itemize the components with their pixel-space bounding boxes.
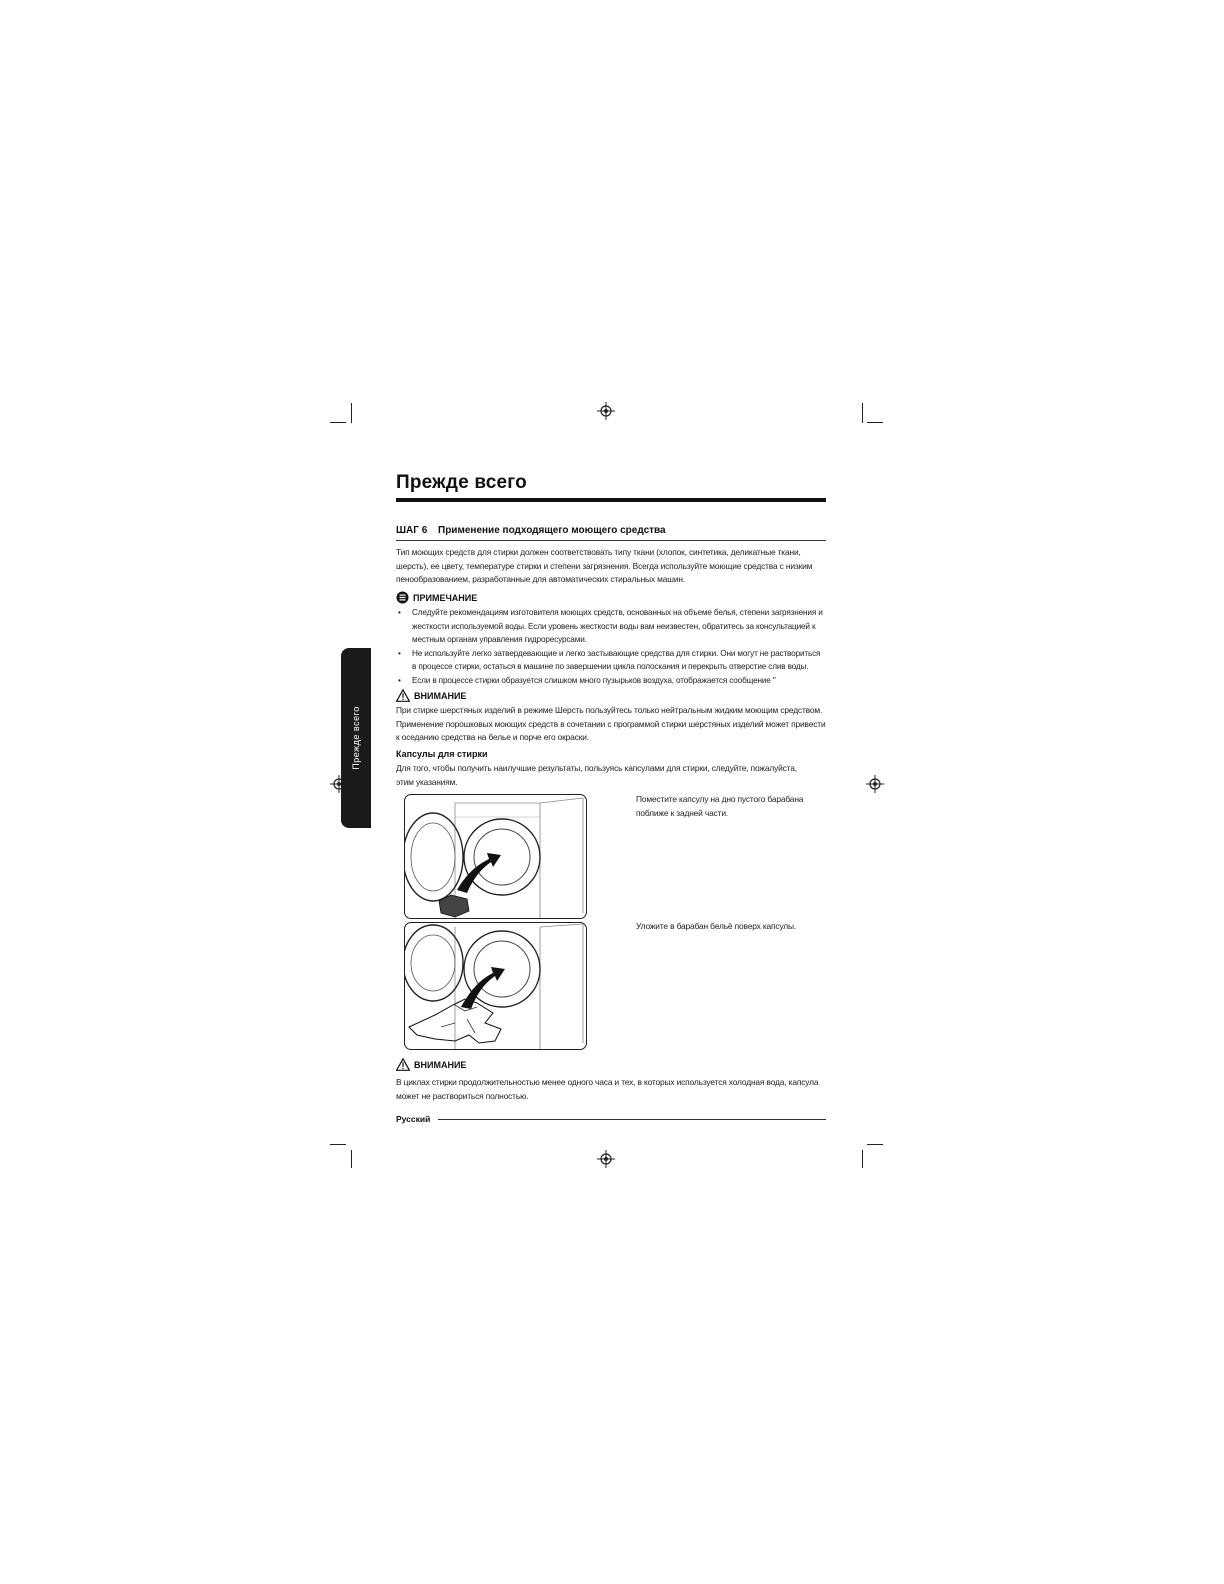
caution-heading-label: ВНИМАНИЕ	[414, 690, 467, 701]
step-number: ШАГ 6	[396, 525, 428, 536]
note-icon	[396, 591, 409, 604]
step-heading	[396, 525, 666, 536]
washer-drum-icon	[405, 795, 586, 918]
capsules-paragraph: Для того, чтобы получить наилучшие результаты, пользуясь капсулами для стирки, следуйте, пожалуйста, этим указаниям.	[396, 763, 797, 787]
capsules-heading-label: Капсулы для стирки	[396, 749, 488, 759]
note-heading	[396, 591, 477, 604]
crop-mark	[351, 403, 352, 423]
title-rule	[396, 498, 826, 502]
crop-mark	[862, 403, 863, 423]
registration-mark-icon	[866, 775, 884, 793]
caution-heading-2	[396, 1058, 466, 1071]
side-tab-label: Прежде всего	[351, 706, 361, 770]
step-title: Применение подходящего моющего средства	[438, 525, 666, 536]
intro-paragraph: Тип моющих средств для стирки должен соответствовать типу ткани (хлопок, синтетика, деликатные ткани, шерсть), ее цвету, температуре стирки и степени загрязнения. Всегда используйте моющие средства с низким пенообразованием, разработанные для автоматических стиральных машин.	[396, 547, 813, 584]
crop-mark	[867, 422, 883, 423]
warning-icon	[396, 689, 410, 702]
caution-paragraph: При стирке шерстяных изделий в режиме Шерсть пользуйтесь только нейтральным жидким моющим средством. Применение порошковых моющих средств в сочетании с программой стирки шерстяных изделий может привести к оседанию средства на белье и порче его окраски.	[396, 705, 826, 742]
warning-icon	[396, 1058, 410, 1071]
capsule-step-1: Поместите капсулу на дно пустого барабана поближе к задней части.	[636, 794, 804, 818]
footer-rule	[438, 1119, 826, 1120]
capsule-illustration-1	[404, 794, 587, 919]
capsule-step-2: Уложите в барабан бельё поверх капсулы.	[636, 921, 797, 931]
note-item: • Следуйте рекомендациям изготовителя моющих средств, основанных на объеме белья, степени загрязнения и жесткости используемой воды. Если уровень жесткости воды вам неизвестен, обратитесь за консультацией к местным органам управления гидроресурсами.	[396, 606, 826, 647]
note-item: • Если в процессе стирки образуется слишком много пузырьков воздуха, отображается сообщение "	[396, 674, 826, 688]
capsules-heading	[396, 749, 488, 759]
note-item: • Не используйте легко затвердевающие и легко застывающие средства для стирки. Они могут не раствориться в процессе стирки, остаться в машине по завершении цикла полоскания и перекрыть отверстие слив воды.	[396, 647, 826, 674]
note-list	[396, 606, 826, 687]
crop-mark	[867, 1144, 883, 1145]
crop-mark	[330, 1144, 346, 1145]
note-heading-label: ПРИМЕЧАНИЕ	[413, 592, 478, 603]
registration-mark-icon	[597, 1150, 615, 1168]
crop-mark	[862, 1150, 863, 1168]
caution-paragraph-2: В циклах стирки продолжительностью менее одного часа и тех, в которых используется холодная вода, капсула может не раствориться полностью.	[396, 1077, 819, 1101]
step-rule	[396, 540, 826, 541]
caution-heading-label-2: ВНИМАНИЕ	[414, 1059, 467, 1070]
caution-heading	[396, 689, 466, 702]
footer-language: Русский	[396, 1114, 431, 1124]
crop-mark	[330, 422, 346, 423]
side-tab	[341, 648, 371, 828]
washer-laundry-icon	[405, 923, 586, 1049]
page-title: Прежде всего	[396, 472, 527, 493]
registration-mark-icon	[597, 402, 615, 420]
crop-mark	[351, 1150, 352, 1168]
capsule-illustration-2	[404, 922, 587, 1050]
